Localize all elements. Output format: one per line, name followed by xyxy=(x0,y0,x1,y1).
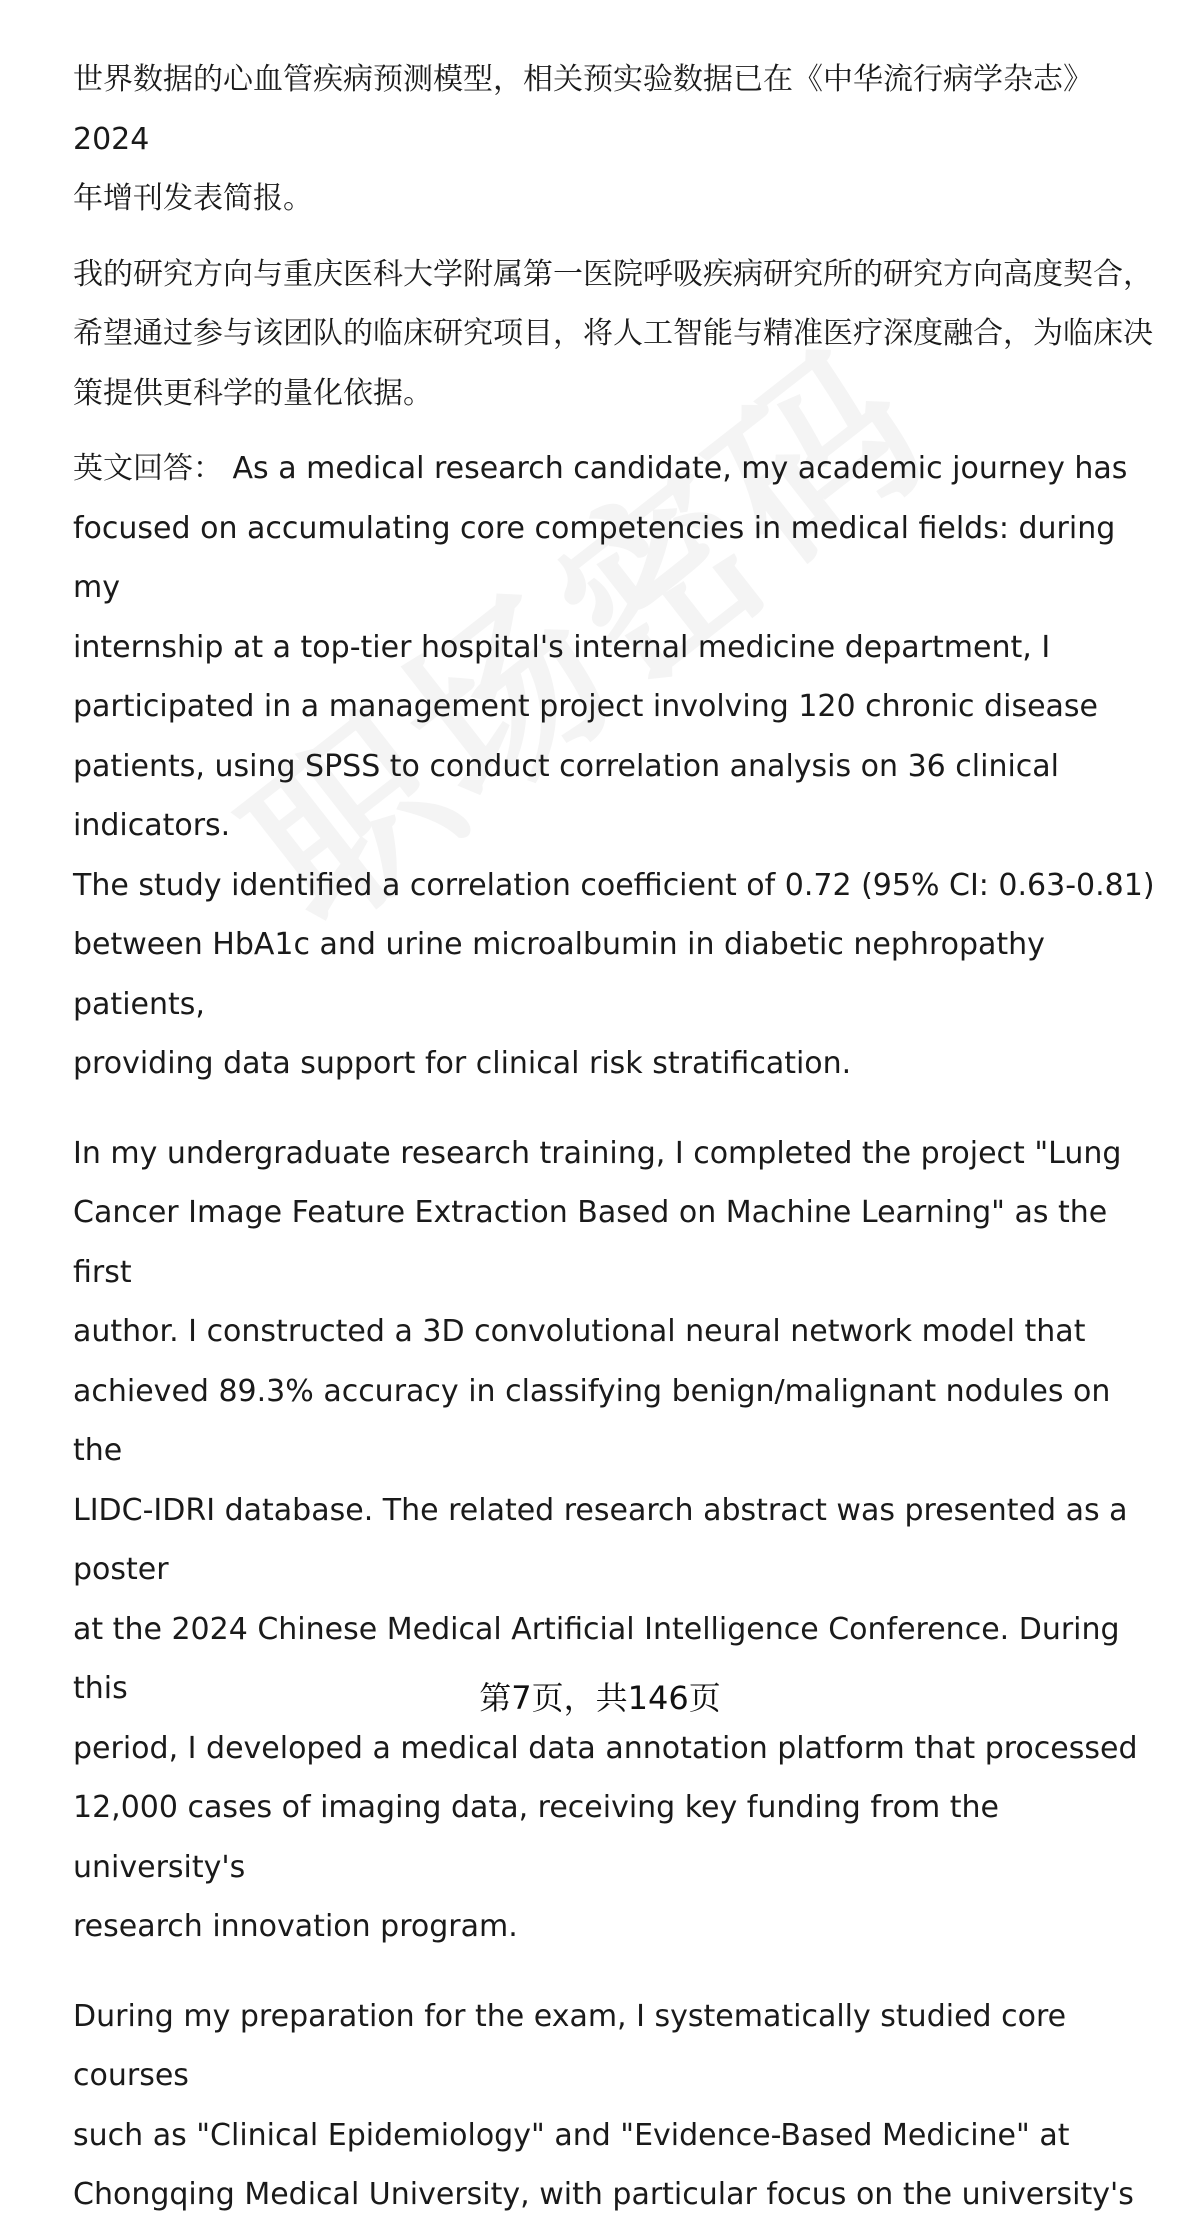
text-line: 我的研究方向与重庆医科大学附属第一医院呼吸疾病研究所的研究方向高度契合， xyxy=(73,256,1153,292)
text-line: author. I constructed a 3D convolutional neural network model that xyxy=(73,1314,1086,1349)
text-line: 年增刊发表简报。 xyxy=(73,181,313,216)
paragraph-cn-research-direction xyxy=(73,245,1163,424)
text-line: The study identified a correlation coefficient of 0.72 (95% CI: 0.63-0.81) xyxy=(73,867,1155,903)
text-line: period, I developed a medical data annotation platform that processed xyxy=(73,1730,1138,1766)
text-line: achieved 89.3% accuracy in classifying benign/malignant nodules on the xyxy=(73,1373,1111,1468)
text-line: patients, using SPSS to conduct correlation analysis on 36 clinical indicators. xyxy=(73,748,1060,843)
text-line: Chongqing Medical University, with particular focus on the university's xyxy=(73,2177,1134,2212)
text-line: In my undergraduate research training, I completed the project "Lung xyxy=(73,1135,1122,1171)
text-line: 策提供更科学的量化依据。 xyxy=(73,375,433,411)
text-line: focused on accumulating core competencies in medical fields: during my xyxy=(73,510,1116,605)
text-line: at the 2024 Chinese Medical Artificial Intelligence Conference. During this xyxy=(73,1611,1120,1706)
text-line: During my preparation for the exam, I systematically studied core courses xyxy=(73,1998,1067,2093)
paragraph-en-exam-prep xyxy=(73,1987,1163,2225)
page-number-footer: 第7页，共146页 xyxy=(479,1679,721,1717)
text-line: 世界数据的心血管疾病预测模型，相关预实验数据已在《中华流行病学杂志》2024 xyxy=(73,62,1093,157)
text-line: 英文回答： As a medical research candidate, my academic journey has xyxy=(73,451,1128,486)
text-line: LIDC-IDRI database. The related research abstract was presented as a poster xyxy=(73,1492,1128,1587)
text-line: 希望通过参与该团队的临床研究项目，将人工智能与精准医疗深度融合，为临床决 xyxy=(73,316,1153,351)
paragraph-cn-model-summary xyxy=(73,50,1163,229)
text-line: such as "Clinical Epidemiology" and "Evidence-Based Medicine" at xyxy=(73,2117,1070,2153)
paragraph-en-internship xyxy=(73,439,1163,1094)
text-line: internship at a top-tier hospital's internal medicine department, I xyxy=(73,629,1051,665)
document-body xyxy=(73,50,1163,2225)
text-line: research innovation program. xyxy=(73,1909,518,1944)
text-line: Cancer Image Feature Extraction Based on Machine Learning" as the first xyxy=(73,1195,1108,1290)
text-line: providing data support for clinical risk stratification. xyxy=(73,1046,852,1081)
text-line: participated in a management project involving 120 chronic disease xyxy=(73,689,1098,724)
text-line: between HbA1c and urine microalbumin in diabetic nephropathy patients, xyxy=(73,927,1045,1022)
paragraph-en-undergrad-research xyxy=(73,1124,1163,1957)
text-line: 12,000 cases of imaging data, receiving key funding from the university's xyxy=(73,1790,999,1885)
